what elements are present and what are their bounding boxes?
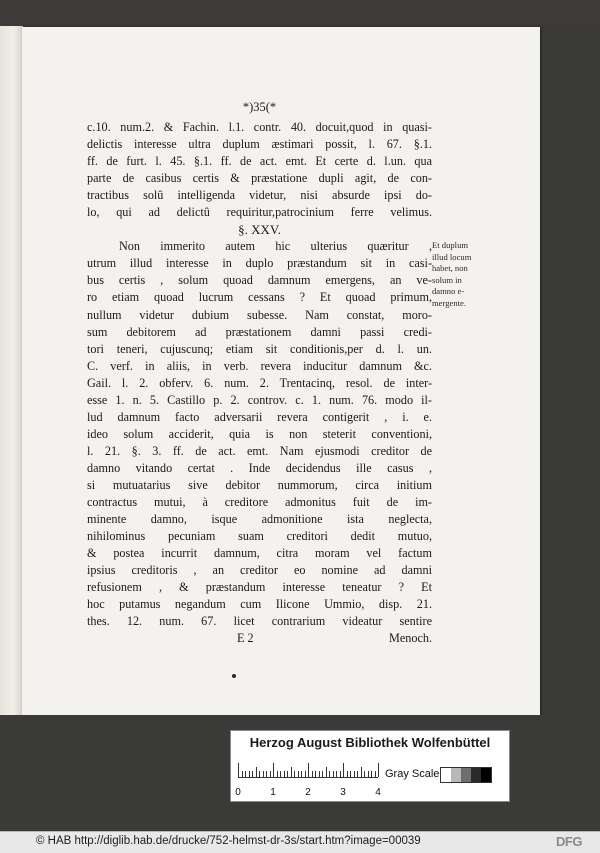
ruler-tick	[319, 771, 320, 777]
text-line: minente damno, isque admonitione ista neglecta,	[87, 512, 432, 527]
ruler-tick	[249, 771, 250, 777]
text-line: damno vitando certat . Inde decidendus ille casus ,	[87, 460, 432, 475]
ruler-tick	[350, 771, 351, 777]
section-heading: §. XXV.	[238, 222, 281, 238]
ruler-tick	[298, 771, 299, 777]
ruler-tick	[357, 771, 358, 777]
text-line: sum debitorem ad præstationem damni passi credi-	[87, 324, 432, 339]
ruler-tick	[280, 771, 281, 777]
ruler-tick	[315, 771, 316, 777]
body-paragraph	[87, 119, 432, 221]
text-line: esse 1. n. 5. Castillo p. 2. controv. c. 1. num. 76. modo il-	[87, 392, 432, 407]
ruler-number: 2	[305, 787, 311, 798]
margin-note-line: damno e-	[432, 286, 465, 296]
ruler-tick	[242, 771, 243, 777]
text-line: delictis interesse ultra duplum æstimari possit, l. 67. §.1.	[87, 137, 432, 152]
margin-note-line: mergente.	[432, 297, 466, 308]
text-line: ff. de furt. l. 45. §.1. ff. de act. emt. Et certe d. l.un. qua	[87, 154, 432, 169]
ruler-tick	[312, 771, 313, 777]
ruler-tick	[263, 771, 264, 777]
ruler-tick	[375, 771, 376, 777]
ruler-tick	[368, 771, 369, 777]
ruler-tick	[270, 771, 271, 777]
margin-note-line: solum in	[432, 274, 462, 285]
gray-swatch	[441, 768, 451, 782]
text-line: ideo solum acciderit, quia is non steterit conventioni,	[87, 426, 432, 441]
text-line: nihilominus pecuniam suam creditori dedit mutuo,	[87, 529, 432, 544]
text-line: tori teneri, cujuscunq; etiam sit conditionis,per d. l. un.	[87, 341, 432, 356]
ruler-tick	[378, 763, 379, 777]
ruler-tick	[364, 771, 365, 777]
ruler-tick	[329, 771, 330, 777]
text-line: tractibus solû intelligenda videtur, nisi absurde ipsi do-	[87, 188, 432, 203]
ruler-tick	[361, 767, 362, 777]
margin-note	[432, 240, 494, 309]
measurement-ruler	[238, 763, 378, 778]
text-line: l. 21. §. 3. ff. de act. emt. Nam ejusmodi creditor de	[87, 443, 432, 458]
text-line: contractus mutui, à creditore admonitus fuit de im-	[87, 495, 432, 510]
facing-page-edge	[0, 26, 23, 716]
margin-note-line: Et duplum	[432, 240, 469, 250]
ruler-tick	[284, 771, 285, 777]
ruler-tick	[354, 771, 355, 777]
page-footer	[87, 630, 432, 647]
text-line: ipsius creditoris , an creditor eo nomine ad damni	[87, 563, 432, 578]
text-line: refusionem , & præstandum interesse teneatur ? Et	[87, 580, 432, 595]
library-name: Herzog August Bibliothek Wolfenbüttel	[249, 735, 491, 750]
text-line: lo, qui ad delictû requiritur,patrocinium ferre velimus.	[87, 205, 432, 220]
text-line: Non immerito autem hic ulterius quæritur ,	[119, 239, 432, 254]
text-line: Gail. l. 2. obferv. 6. num. 2. Trentacinq, resol. de inter-	[87, 375, 432, 390]
signature-mark: E 2	[237, 631, 254, 646]
catchword: Menoch.	[389, 631, 432, 646]
text-line: nullum videtur dubium subesse. Nam constat, moro-	[87, 307, 432, 322]
text-line: C. verf. in aliis, in verb. revera inducitur damnum &c.	[87, 358, 432, 373]
text-line: thes. 12. num. 67. licet contrarium videatur sentire	[87, 614, 432, 629]
text-line: hoc putamus negandum cum Ilicone Ummio, disp. 21.	[87, 597, 432, 612]
gray-swatch	[471, 768, 481, 782]
gray-scale-label: Gray Scale	[385, 768, 440, 780]
ruler-tick	[266, 771, 267, 777]
ruler-tick	[259, 771, 260, 777]
ruler-tick	[291, 767, 292, 777]
text-line: c.10. num.2. & Fachin. l.1. contr. 40. docuit,quod in quasi-	[87, 120, 432, 134]
ruler-tick	[273, 763, 274, 777]
ruler-number: 1	[270, 787, 276, 798]
ruler-tick	[336, 771, 337, 777]
ruler-tick	[333, 771, 334, 777]
book-page	[22, 27, 540, 715]
ruler-tick	[287, 771, 288, 777]
copyright-url-text[interactable]: © HAB http://diglib.hab.de/drucke/752-helmst-dr-3s/start.htm?image=00039	[36, 835, 421, 847]
ruler-tick	[277, 771, 278, 777]
text-line: bus certis , solum quoad damnum emergens, an ve-	[87, 273, 432, 288]
ruler-number: 4	[375, 787, 381, 798]
ruler-tick	[326, 767, 327, 777]
ruler-tick	[340, 771, 341, 777]
ruler-tick	[322, 771, 323, 777]
ink-dot	[232, 674, 236, 678]
page-text	[87, 99, 432, 647]
status-bar	[0, 831, 600, 853]
margin-note-line: illud locum	[432, 251, 472, 262]
text-line: si mutuatarius sive debitor nummorum, circa initium	[87, 477, 432, 492]
ruler-tick	[252, 771, 253, 777]
ruler-tick	[238, 763, 239, 777]
ruler-tick	[245, 771, 246, 777]
ruler-number: 3	[340, 787, 346, 798]
ruler-tick	[343, 763, 344, 777]
ruler-tick	[301, 771, 302, 777]
ruler-tick	[371, 771, 372, 777]
gray-scale-swatches	[440, 767, 492, 783]
gray-swatch	[481, 768, 491, 782]
margin-note-line: habet, non	[432, 263, 468, 273]
ruler-number: 0	[235, 787, 241, 798]
ruler-tick	[347, 771, 348, 777]
ruler-tick	[256, 767, 257, 777]
viewer-background	[0, 0, 600, 30]
text-line: ro etiam quoad lucrum cessans ? Et quoad primum,	[87, 290, 432, 305]
text-line: & postea incurrit damnum, citra moram vel factum	[87, 546, 432, 561]
page-header: *)35(*	[242, 100, 277, 114]
dfg-logo: DFG	[556, 834, 582, 849]
text-line: lud damnum facto adversarii revera contigerit , i. e.	[87, 409, 432, 424]
gray-swatch	[461, 768, 471, 782]
gray-swatch	[451, 768, 461, 782]
ruler-tick	[294, 771, 295, 777]
ruler-tick	[305, 771, 306, 777]
text-line: parte de casibus certis & præstatione dupli agit, de con-	[87, 171, 432, 186]
ruler-tick	[308, 763, 309, 777]
text-line: utrum illud interesse in duplo præstandum sit in casi-	[87, 256, 432, 271]
section-paragraph	[87, 238, 432, 630]
color-scale-card	[230, 730, 510, 802]
